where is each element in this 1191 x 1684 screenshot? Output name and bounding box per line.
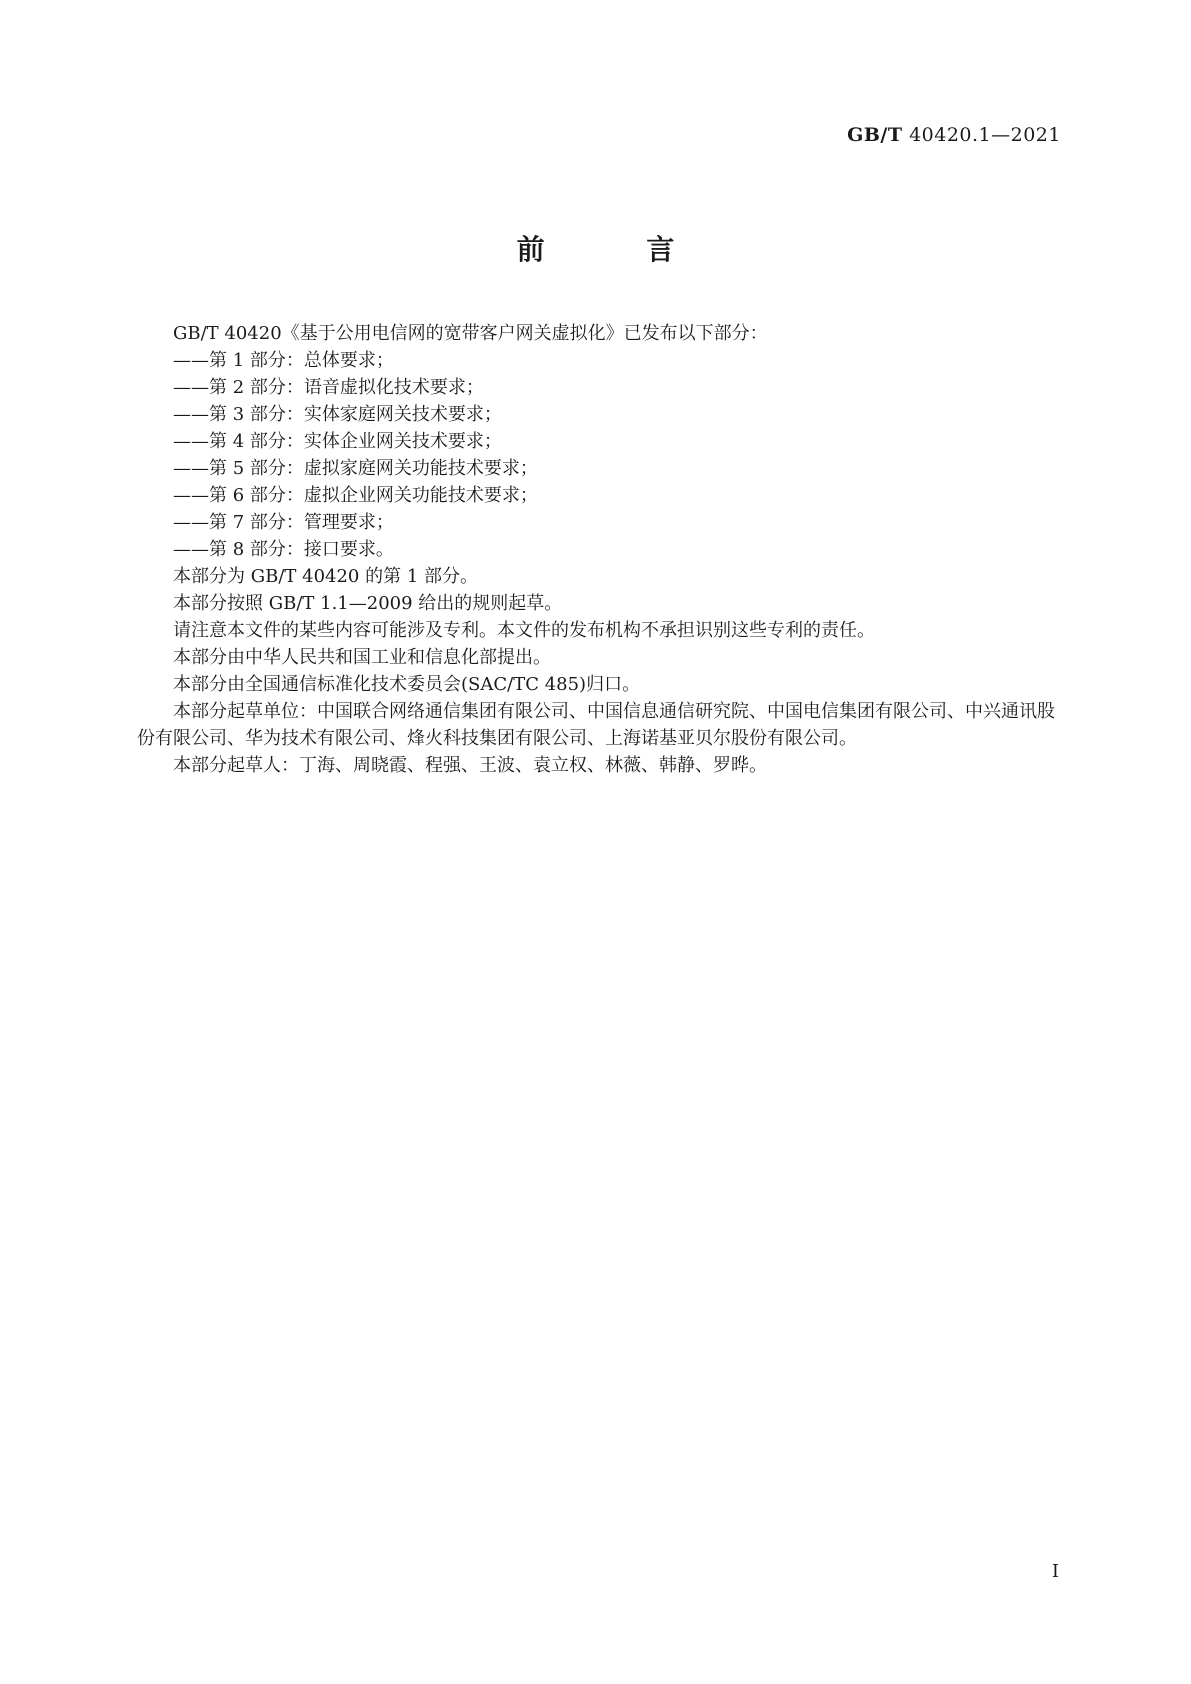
body-paragraph: 本部分为 GB/T 40420 的第 1 部分。	[173, 566, 478, 587]
standard-code-header	[847, 124, 1061, 146]
body-paragraph: 本部分按照 GB/T 1.1—2009 给出的规则起草。	[173, 593, 563, 614]
drafters-paragraph: 本部分起草人：丁海、周晓霞、程强、王波、袁立权、林薇、韩静、罗晔。	[173, 755, 767, 776]
part-list-item: ——第 2 部分：语音虚拟化技术要求；	[173, 377, 484, 398]
part-list-item: ——第 5 部分：虚拟家庭网关功能技术要求；	[173, 458, 538, 479]
intro-paragraph: GB/T 40420《基于公用电信网的宽带客户网关虚拟化》已发布以下部分：	[173, 323, 768, 344]
standard-code-prefix: GB/T	[847, 124, 903, 146]
page-number: I	[1051, 1561, 1059, 1582]
committee-paragraph: 本部分由全国通信标准化技术委员会(SAC/TC 485)归口。	[173, 674, 641, 695]
foreword-body	[137, 320, 1059, 779]
part-list-item: ——第 4 部分：实体企业网关技术要求；	[173, 431, 502, 452]
page-title: 前 言	[516, 233, 721, 266]
proposer-paragraph: 本部分由中华人民共和国工业和信息化部提出。	[173, 647, 551, 668]
part-list-item: ——第 1 部分：总体要求；	[173, 350, 394, 371]
standard-code-number: 40420.1—2021	[909, 124, 1061, 146]
part-list-item: ——第 3 部分：实体家庭网关技术要求；	[173, 404, 502, 425]
part-list-item: ——第 7 部分：管理要求；	[173, 512, 394, 533]
part-list-item: ——第 8 部分：接口要求。	[173, 539, 394, 560]
patent-notice-paragraph: 请注意本文件的某些内容可能涉及专利。本文件的发布机构不承担识别这些专利的责任。	[173, 620, 875, 641]
drafting-units-paragraph: 本部分起草单位：中国联合网络通信集团有限公司、中国信息通信研究院、中国电信集团有限公司、中兴通讯股份有限公司、华为技术有限公司、烽火科技集团有限公司、上海诺基亚贝尔股份有限公司。	[137, 701, 1055, 749]
part-list-item: ——第 6 部分：虚拟企业网关功能技术要求；	[173, 485, 538, 506]
